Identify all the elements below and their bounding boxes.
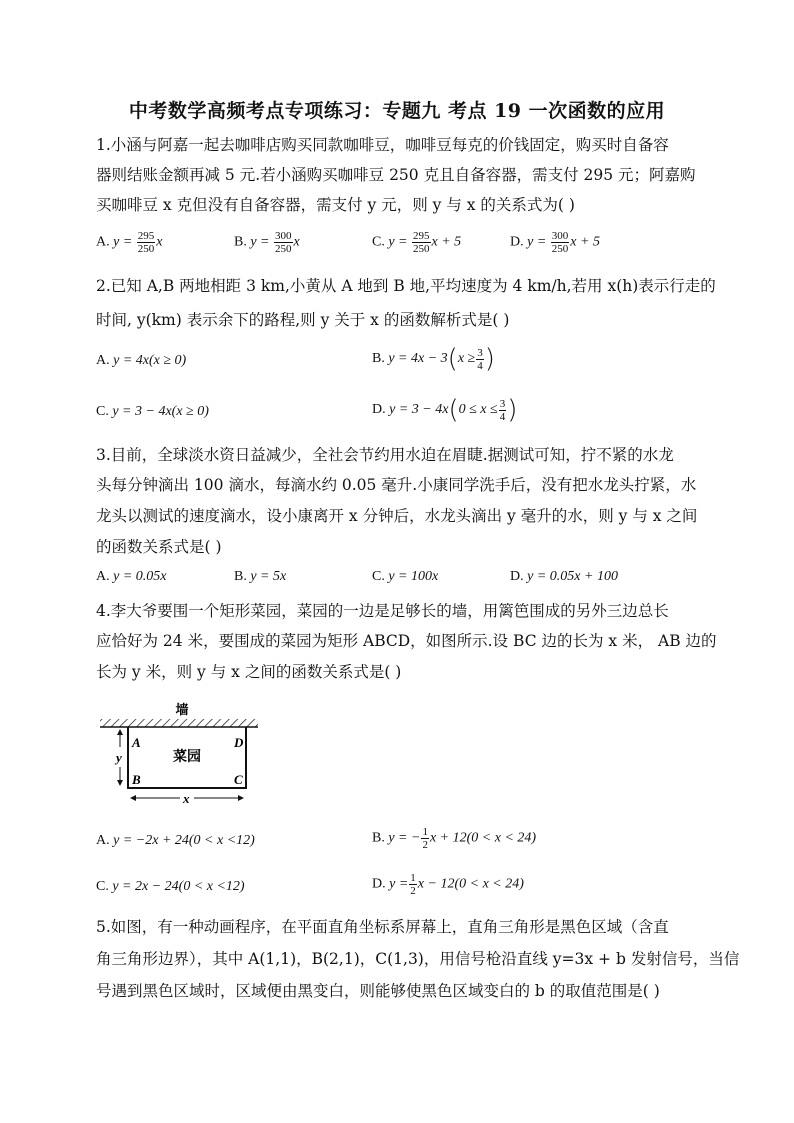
q3-line-1: 3.目前，全球淡水资日益减少，全社会节约用水迫在眉睫.据测试可知，拧不紧的水龙	[96, 446, 674, 464]
q3-line-3: 龙头以测试的速度滴水，设小康离开 x 分钟后，水龙头滴出 y 毫升的水，则 y 与 x 之间	[96, 507, 698, 525]
q3-option-a[interactable]: A. y = 0.05x	[96, 569, 167, 584]
q5-line-3: 号遇到黑色区域时，区域便由黑变白，则能够使黑色区域变白的 b 的取值范围是( )	[96, 982, 660, 1000]
q3-option-c[interactable]: C. y = 100x	[372, 569, 439, 584]
q2-option-b[interactable]: B. y = 4x − 3(x ≥ $\frac{3}{4}$ )	[372, 344, 495, 374]
q4-line-2: 应恰好为 24 米，要围成的菜园为矩形 ABCD，如图所示.设 BC 边的长为 x 米， AB 边的	[96, 632, 717, 650]
q5-line-1: 5.如图，有一种动画程序，在平面直角坐标系屏幕上，直角三角形是黑色区域（含直	[96, 918, 669, 936]
q4-option-d[interactable]: D. y = $\frac{1}{2}$ x − 12(0 < x < 24)	[372, 872, 524, 897]
q2-option-c[interactable]: C. y = 3 − 4x(x ≥ 0)	[96, 404, 209, 419]
fraction: $\frac{3}{4}$	[499, 397, 506, 423]
fraction: $\frac{3}{4}$	[477, 346, 483, 372]
point-b: B	[132, 772, 141, 787]
q2-option-a[interactable]: A. y = 4x(x ≥ 0)	[96, 353, 187, 368]
fraction: $\frac{1}{2}$	[422, 826, 428, 851]
page-title: 中考数学高频考点专项练习：专题九 考点 19 一次函数的应用	[128, 100, 666, 122]
q1-line-2: 器则结账金额再减 5 元.若小涵购买咖啡豆 250 克且自备容器，需支付 295 元；阿嘉购	[96, 166, 696, 184]
wall-hatch	[100, 719, 258, 727]
point-a: A	[132, 735, 141, 750]
q2-line-2: 时间, y(km) 表示余下的路程,则 y 关于 x 的函数解析式是( )	[96, 311, 510, 329]
q5-line-2: 角三角形边界），其中 A(1,1)，B(2,1)，C(1,3)，用信号枪沿直线 y=3x + b 发射信号，当信	[96, 950, 740, 968]
y-label: y	[116, 750, 122, 765]
q4-option-a[interactable]: A. y = −2x + 24(0 < x <12)	[96, 833, 255, 848]
q1-option-c[interactable]: C. y = $\frac{295}{250}$ x + 5	[372, 230, 462, 255]
fraction: $\frac{300}{250}$	[551, 230, 569, 255]
q1-line-3: 买咖啡豆 x 克但没有自备容器，需支付 y 元，则 y 与 x 的关系式为( )	[96, 196, 575, 214]
q1-option-a[interactable]: A. y = $\frac{295}{250}$ x	[96, 230, 163, 255]
q4-line-3: 长为 y 米，则 y 与 x 之间的函数关系式是( )	[96, 663, 402, 681]
fraction: $\frac{295}{250}$	[137, 230, 155, 255]
garden-figure	[98, 697, 268, 812]
q4-option-c[interactable]: C. y = 2x − 24(0 < x <12)	[96, 879, 245, 894]
q1-line-1: 1.小涵与阿嘉一起去咖啡店购买同款咖啡豆，咖啡豆每克的价钱固定，购买时自备容	[96, 136, 669, 154]
garden-label: 菜园	[173, 750, 201, 765]
wall-label: 墙	[175, 702, 189, 717]
point-c: C	[234, 772, 243, 787]
q1-option-d[interactable]: D. y = $\frac{300}{250}$ x + 5	[510, 230, 600, 255]
x-label: x	[183, 791, 190, 806]
q4-line-1: 4.李大爷要围一个矩形菜园，菜园的一边是足够长的墙，用篱笆围成的另外三边总长	[96, 602, 669, 620]
fraction: $\frac{295}{250}$	[413, 230, 430, 255]
q2-line-1: 2.已知 A,B 两地相距 3 km,小黄从 A 地到 B 地,平均速度为 4 km/h,若用 x(h)表示行走的	[96, 277, 716, 295]
fraction: $\frac{1}{2}$	[410, 872, 416, 897]
q2-option-d[interactable]: D. y = 3 − 4x(0 ≤ x ≤ $\frac{3}{4}$ )	[372, 395, 518, 425]
q1-option-b[interactable]: B. y = $\frac{300}{250}$ x	[234, 230, 300, 255]
q3-line-2: 头每分钟滴出 100 滴水，每滴水约 0.05 毫升.小康同学洗手后，没有把水龙头拧紧，水	[96, 476, 697, 494]
q4-option-b[interactable]: B. y = − $\frac{1}{2}$ x + 12(0 < x < 24)	[372, 826, 537, 851]
q3-line-4: 的函数关系式是( )	[96, 538, 222, 556]
q3-option-d[interactable]: D. y = 0.05x + 100	[510, 569, 618, 584]
q3-option-b[interactable]: B. y = 5x	[234, 569, 287, 584]
fraction: $\frac{300}{250}$	[275, 230, 292, 255]
point-d: D	[234, 735, 244, 750]
